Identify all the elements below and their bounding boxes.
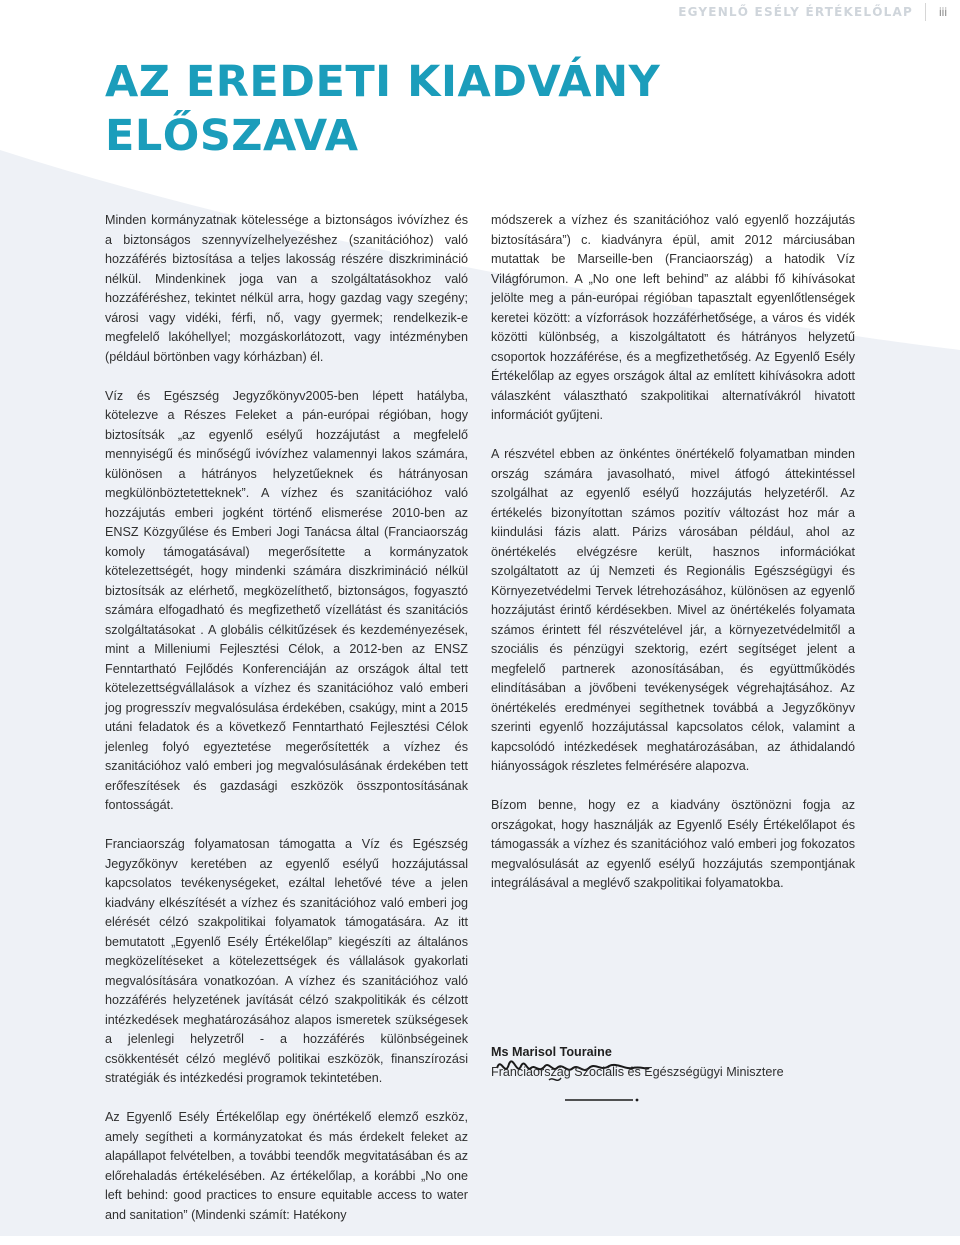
left-column [105, 211, 468, 1245]
paragraph: Minden kormányzatnak kötelessége a biztonságos ivóvízhez és a biztonságos szennyvízelhelyezéshez (szanitációhoz) való hozzáférés biztosítása a teljes lakosság részére diszkrimináció nélkül. Mindenkinek joga van a szolgáltatásokhoz való hozzáféréshez, tekintet nélkül arra, hogy gazdag vagy szegény; városi vagy vidéki, férfi, nő, vagy gyermek; rendelkezik-e megfelelő lakóhellyel; mozgáskorlátozott, vagy intézményben (például börtönben vagy kórházban) él. [105, 213, 468, 364]
paragraph: A részvétel ebben az önkéntes önértékelő folyamatban minden ország számára javasolható, mivel átfogó áttekintéssel szolgálhat az egyenlő esélyű hozzájutás helyzetéről. Az értékelés bizonyítottan számos pozitív változást hoz már a kiindulási fázis alatt. Párizs városában például, ahol az önértékelés elvégzésre került, hasznos információkat szolgáltatott az új Nemzeti és Regionális Egészségügyi és Környezetvédelmi Tervek létrehozásához, különösen az egyenlő hozzájutást érintő kérdésekben. Mivel az önértékelés folyamata számos érintett fél részvételével jár, a környezetvédelmitől a szociális és pénzügyi szektorig, ezért segítséget jelent a megfelelő partnerek azonosításában, és együttműködés elindításában a jövőbeni tevékenységek végrehajtásához. Az önértékelés eredményei segíthetnek továbbá a Jegyzőkönyv szerinti egyenlő hozzájutással kapcsolatos célok, valamint a kapcsolódó intézkedések meghatározásában, az áthidalandó hiányosságok részletes felmérésére alapozva. [491, 447, 855, 773]
page-number: iii [939, 5, 947, 19]
right-column [491, 211, 855, 913]
page-title-line-1: AZ EREDETI KIADVÁNY [105, 57, 661, 107]
signature-block [491, 1042, 821, 1102]
page-title [105, 55, 660, 163]
page-title-line-2: ELŐSZAVA [105, 111, 359, 161]
header-title: EGYENLŐ ESÉLY ÉRTÉKELŐLAP [678, 5, 913, 19]
paragraph: Franciaország folyamatosan támogatta a Víz és Egészség Jegyzőkönyv keretében az egyenlő esélyű hozzájutással kapcsolatos tevékenységeket, ezáltal lehetővé téve a jelen kiadvány elkészítését a vízhez és szanitációhoz való emberi jog elérését célzó szakpolitikai folyamatok támogatására. Az itt bemutatott „Egyenlő Esély Értékelőlap” kiegészíti az általános megközelítéseket a kötelezettségek és vállalások gyakorlati megvalósítására vonatkozóan. A vízhez és szanitációhoz való hozzáférés helyzetének javítását célzó szakpolitikák és célzott intézkedések meghatározásához alapos ismeretek szükségesek a jelenlegi helyzetről - a hozzáférés különbségeinek csökkentését célzó meglévő politikai eszközök, finanszírozási stratégiák és intézkedési programok tekintetében. [105, 837, 468, 1085]
paragraph: módszerek a vízhez és szanitációhoz való egyenlő hozzájutás biztosítására”) c. kiadványra épül, amit 2012 márciusában mutattak be Marseille-ben (Franciaország) a hatodik Víz Világfórumon. A „No one left behind” az alábbi fő kihívásokat jelölte meg a pán-európai régióban tapasztalt egyenlőtlenségek keretei között: a vízforrások hozzáférhetősége, a város és vidék közötti különbség, a kiszolgáltatott és hátrányos helyzetű csoportok hozzáférése, és a megfizethetőség. Az Egyenlő Esély Értékelőlap az egyes országok által az említett kihívásokra adott válaszként választható szakpolitikai alternatívákról hivatott információt gyűjteni. [491, 213, 855, 422]
signatory-name: Ms Marisol Touraine [491, 1045, 612, 1059]
paragraph: Bízom benne, hogy ez a kiadvány ösztönözni fogja az országokat, hogy használják az Egyenlő Esély Értékelőlapot és támogassák a vízhez és szanitációhoz való emberi jog fokozatos megvalósulását az egyenlő esélyű hozzájutás szempontjának integrálásával a meglévő szakpolitikai folyamatokba. [491, 798, 855, 890]
running-header [678, 3, 960, 21]
signatory-role: Franciaország Szociális és Egészségügyi Minisztere [491, 1065, 784, 1079]
paragraph: Víz és Egészség Jegyzőkönyv2005-ben lépett hatályba, kötelezve a Részes Feleket a pán-európai régióban, hogy biztosítsák „az egyenlő esélyű hozzájutást a megfelelő mennyiségű és minőségű ivóvízhez valamennyi lakos számára, különösen a hátrányos helyzetűeknek és hátrányosan megkülönböztetetteknek”. A vízhez és szanitációhoz való hozzájutás emberi jogként történő elismerése 2010-ben az ENSZ Közgyűlése és Emberi Jogi Tanácsa által (Franciaország komoly támogatásával) megerősítette a kormányzatok kötelezettségét, hogy mindenki számára diszkrimináció nélkül biztosítsák az elérhető, megközelíthető, biztonságos, fogyasztó számára elfogadható és megfizethető vízellátást és szanitációs szolgáltatásokat . A globális célkitűzések és kezdeményezések, mint a Milleniumi Fejlesztési Célok, a 2012-ben az ENSZ Fenntartható Fejlődés Konferenciáján az országok által tett kötelezettségvállalások a vízhez és szanitációhoz való emberi jog progresszív megvalósulása érdekében, csakúgy, mint a 2015 utáni feladatok és a következő Fenntartható Fejlesztési Célok jelenleg folyó egyeztetése megerősítették a vízhez és szanitációhoz való emberi jog megvalósulásának érdekében tett erőfeszítések és gazdasági eszközök összpontosításának fontosságát. [105, 388, 468, 812]
paragraph: Az Egyenlő Esély Értékelőlap egy önértékelő elemző eszköz, amely segítheti a kormányzatokat és más érdekelt feleket az alapállapot felvételben, a további teendők megvitatásában és az előrehaladás értékelésében. Az értékelőlap, a korábbi „No one left behind: good practices to ensure equitable access to water and sanitation” (Mindenki számít: Hatékony [105, 1110, 468, 1222]
